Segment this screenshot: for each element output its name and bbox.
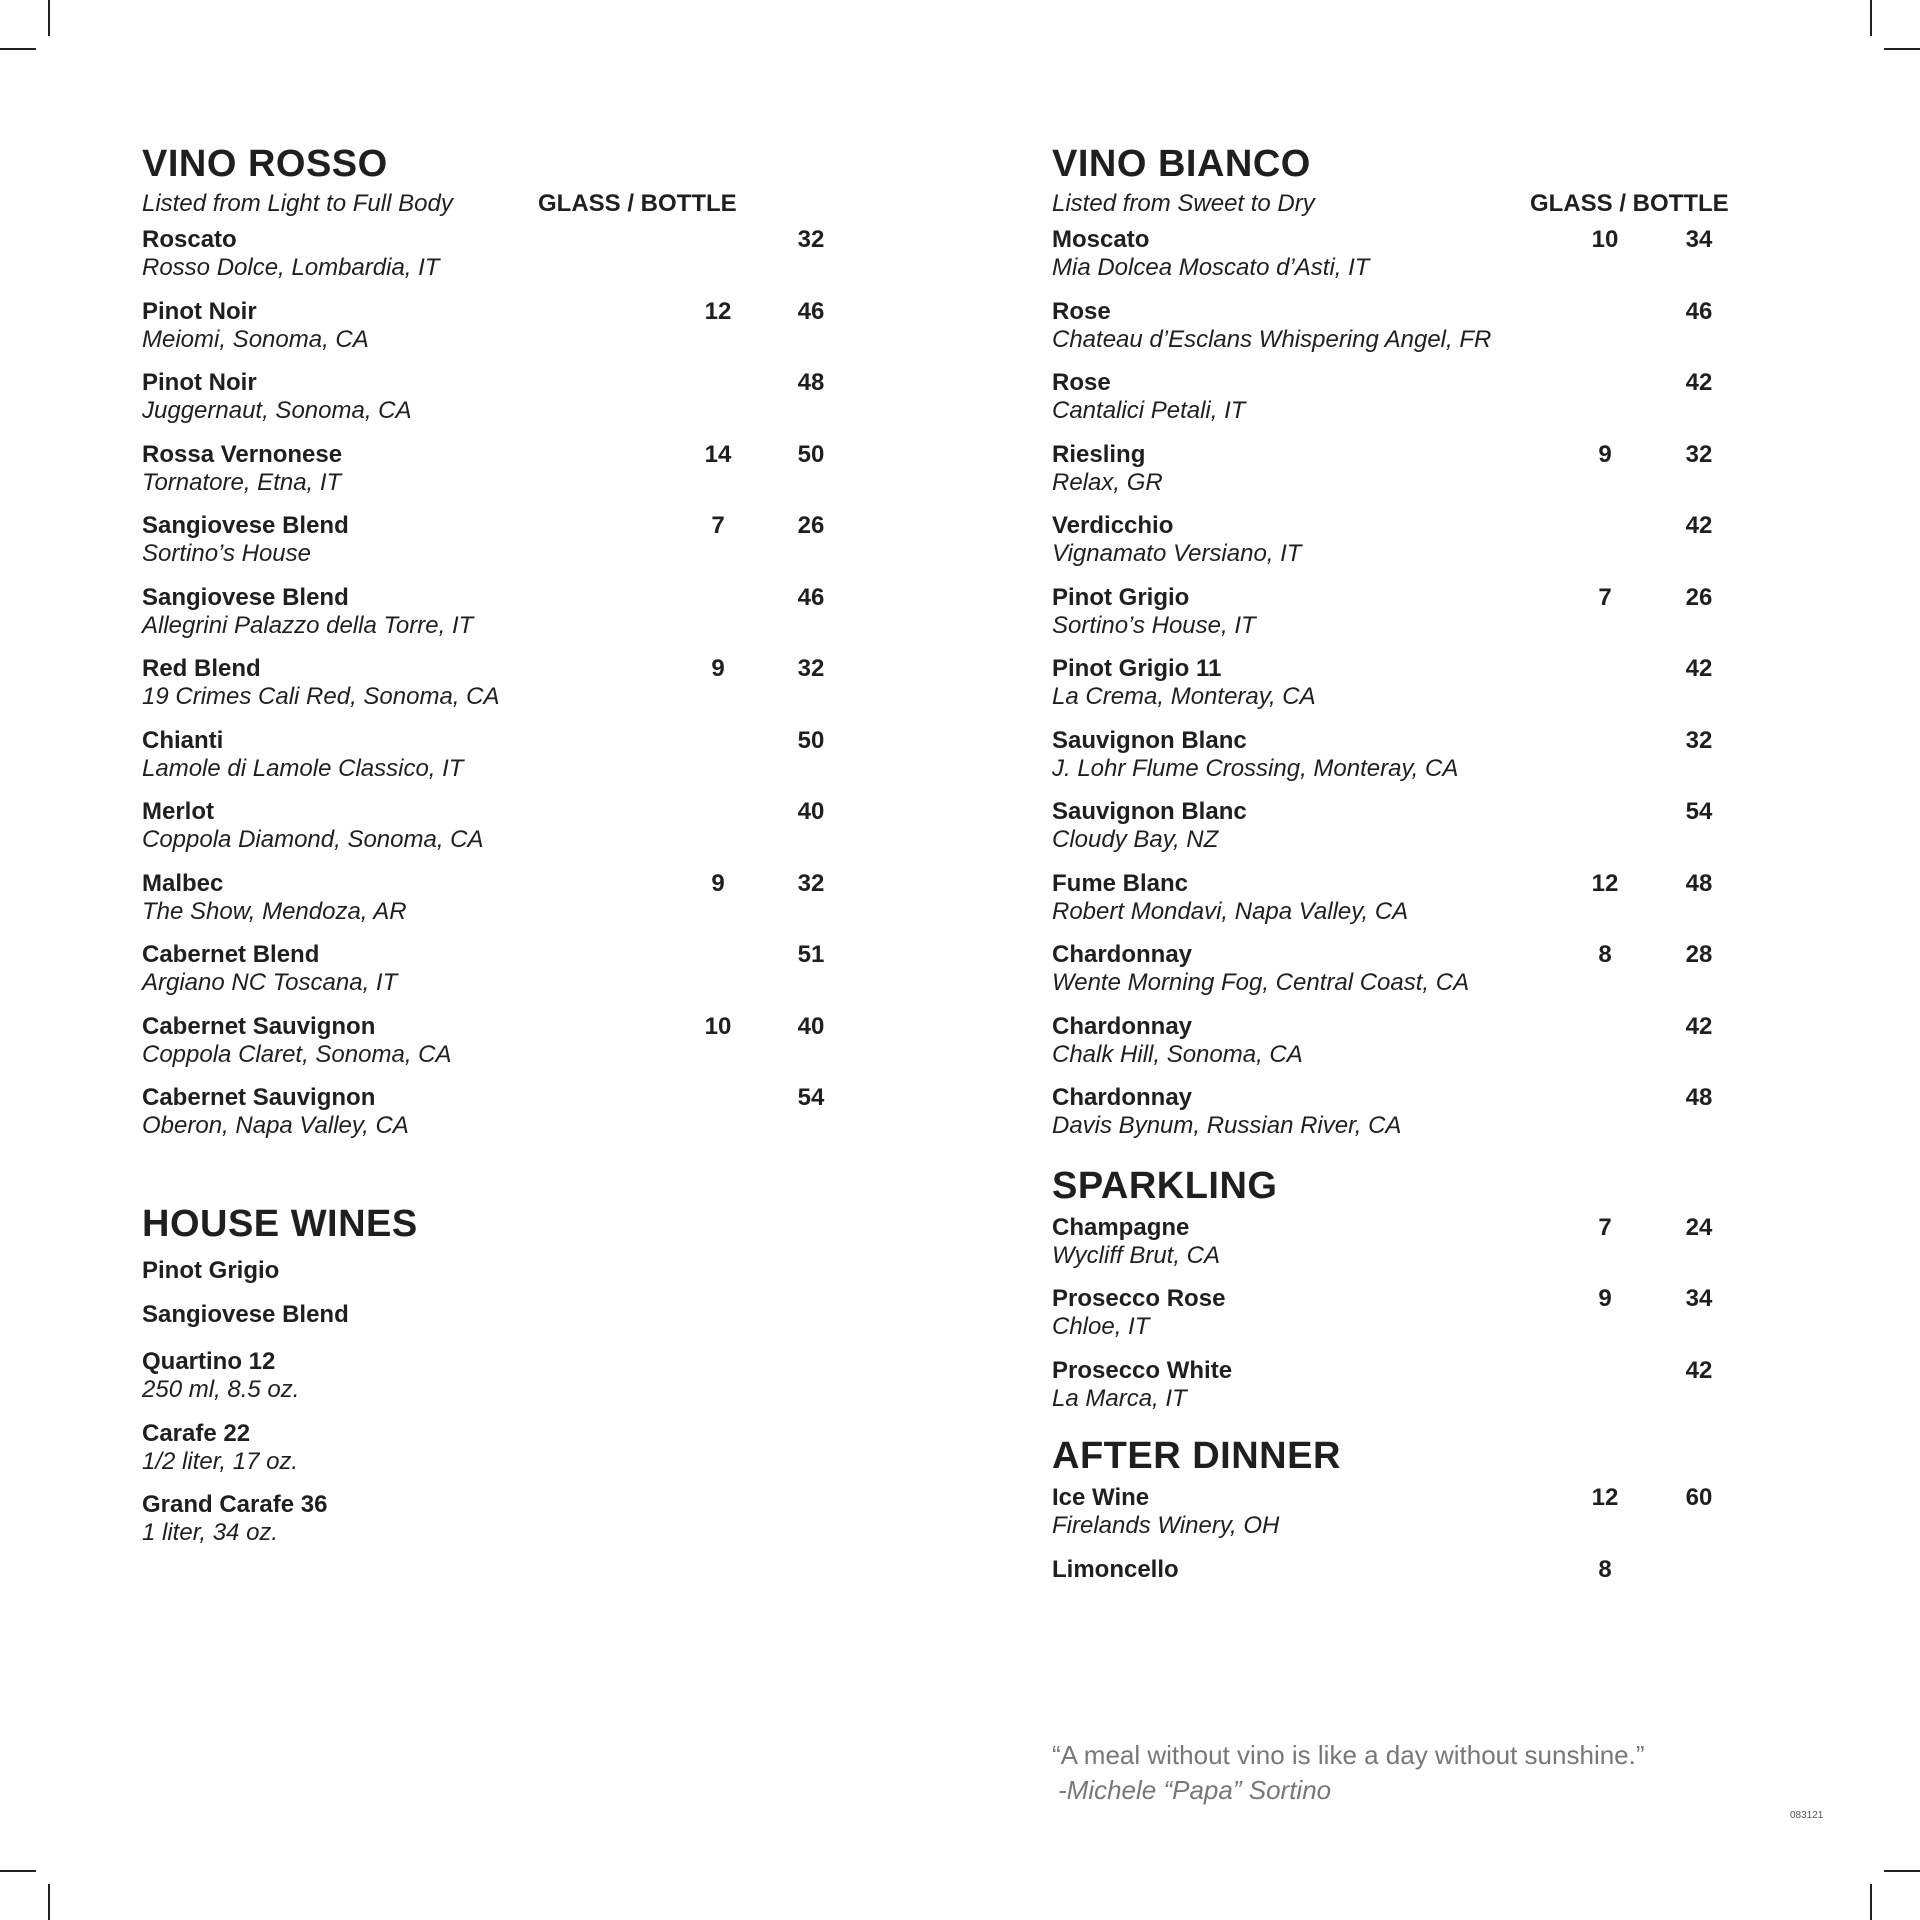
glass-price: 9 [711, 655, 725, 682]
bottle-price: 34 [1685, 1285, 1713, 1312]
wine-item [1052, 365, 1752, 437]
wine-item [1052, 1009, 1752, 1081]
price-columns-header: GLASS / BOTTLE [538, 190, 737, 217]
wine-origin: Argiano NC Toscana, IT [142, 969, 398, 996]
glass-price: 8 [1598, 1555, 1612, 1583]
bottle-price: 48 [797, 369, 825, 396]
wine-name: Pinot Grigio [1052, 583, 1190, 611]
house-wine-item: Pinot Grigio [142, 1257, 280, 1284]
glass-price: 10 [704, 1012, 732, 1040]
quote [1052, 1740, 1645, 1806]
house-wines-section [142, 1200, 642, 1559]
serving-size [142, 1344, 642, 1416]
wine-item [142, 508, 825, 580]
quote-author: -Michele “Papa” Sortino [1058, 1775, 1332, 1805]
crop-mark [48, 0, 50, 36]
crop-mark [1870, 0, 1872, 36]
wine-name: Ice Wine [1052, 1484, 1150, 1511]
bottle-price: 42 [1685, 512, 1713, 539]
wine-origin: Oberon, Napa Valley, CA [142, 1112, 409, 1139]
wine-origin: J. Lohr Flume Crossing, Monteray, CA [1052, 754, 1459, 782]
wine-name: Chardonnay [1052, 1012, 1193, 1040]
wine-name: Fume Blanc [1052, 869, 1189, 897]
wine-item [142, 294, 825, 366]
wine-name: Rossa Vernonese [142, 440, 343, 468]
crop-mark [1870, 1884, 1872, 1920]
wine-name: Pinot Noir [142, 369, 257, 396]
wine-origin: Robert Mondavi, Napa Valley, CA [1052, 897, 1409, 925]
wine-origin: Cloudy Bay, NZ [1052, 826, 1219, 853]
wine-name: Limoncello [1052, 1555, 1179, 1583]
wine-origin: Mia Dolcea Moscato d’Asti, IT [1052, 254, 1370, 281]
glass-price: 7 [1598, 1213, 1612, 1241]
bottle-price: 48 [1685, 869, 1713, 897]
wine-item [1052, 1210, 1752, 1282]
wine-origin: Coppola Claret, Sonoma, CA [142, 1040, 452, 1068]
bottle-price: 46 [797, 583, 825, 611]
bottle-price: 50 [797, 440, 825, 468]
wine-item [1052, 580, 1752, 652]
wine-origin: Vignamato Versiano, IT [1052, 540, 1302, 567]
wine-name: Prosecco White [1052, 1356, 1233, 1384]
bottle-price: 32 [797, 655, 825, 682]
wine-name: Rose [1052, 297, 1111, 325]
price-columns-header: GLASS / BOTTLE [1530, 190, 1729, 217]
wine-item [1052, 723, 1752, 795]
wine-name: Moscato [1052, 226, 1150, 253]
bottle-price: 42 [1685, 1356, 1713, 1384]
serving-size [142, 1487, 642, 1559]
section-title: AFTER DINNER [1052, 1435, 1341, 1477]
wine-item [142, 651, 825, 723]
wine-origin: Relax, GR [1052, 468, 1163, 496]
section-title: VINO BIANCO [1052, 143, 1311, 185]
wine-name: Roscato [142, 226, 237, 253]
wine-name: Cabernet Sauvignon [142, 1084, 376, 1111]
crop-mark [0, 48, 36, 50]
wine-item [1052, 437, 1752, 509]
bottle-price: 54 [797, 1084, 825, 1111]
wine-origin: Meiomi, Sonoma, CA [142, 325, 369, 353]
wine-origin: Wycliff Brut, CA [1052, 1241, 1221, 1269]
wine-item [1052, 651, 1752, 723]
wine-item [142, 437, 825, 509]
wine-name: Cabernet Blend [142, 941, 320, 968]
vino-rosso-section [142, 140, 825, 1152]
wine-origin: La Marca, IT [1052, 1384, 1187, 1412]
wine-name: Sauvignon Blanc [1052, 798, 1247, 825]
section-title: VINO ROSSO [142, 143, 388, 185]
bottle-price: 32 [797, 226, 825, 253]
quote-text: “A meal without vino is like a day without sunshine.” [1052, 1740, 1645, 1770]
wine-origin: Sortino’s House, IT [1052, 611, 1256, 639]
serving-size-desc: 1/2 liter, 17 oz. [142, 1447, 299, 1475]
wine-name: Prosecco Rose [1052, 1285, 1226, 1312]
glass-price: 7 [711, 512, 725, 539]
glass-price: 12 [704, 297, 732, 325]
serving-size-desc: 1 liter, 34 oz. [142, 1519, 279, 1546]
bottle-price: 60 [1685, 1484, 1713, 1511]
wine-item [1052, 222, 1752, 294]
section-title: HOUSE WINES [142, 1203, 418, 1245]
wine-list [1052, 1480, 1752, 1623]
wine-origin: Firelands Winery, OH [1052, 1512, 1280, 1539]
bottle-price: 40 [797, 1012, 825, 1040]
vino-bianco-section [1052, 140, 1752, 1152]
wine-item [1052, 1353, 1752, 1425]
wine-item [142, 1080, 825, 1152]
bottle-price: 26 [797, 512, 825, 539]
wine-name: Pinot Noir [142, 297, 257, 325]
bottle-price: 24 [1685, 1213, 1713, 1241]
wine-name: Riesling [1052, 440, 1146, 468]
wine-name: Verdicchio [1052, 512, 1174, 539]
wine-origin: Coppola Diamond, Sonoma, CA [142, 826, 484, 853]
bottle-price: 48 [1685, 1084, 1713, 1111]
wine-name: Chardonnay [1052, 1084, 1193, 1111]
wine-origin: Chateau d’Esclans Whispering Angel, FR [1052, 325, 1492, 353]
wine-item [142, 1009, 825, 1081]
bottle-price: 34 [1685, 226, 1713, 253]
wine-origin: Wente Morning Fog, Central Coast, CA [1052, 969, 1470, 996]
wine-item [1052, 1281, 1752, 1353]
bottle-price: 26 [1685, 583, 1713, 611]
bottle-price: 42 [1685, 1012, 1713, 1040]
glass-price: 12 [1591, 1484, 1619, 1511]
wine-origin: Rosso Dolce, Lombardia, IT [142, 254, 440, 281]
wine-origin: Tornatore, Etna, IT [142, 468, 342, 496]
section-note: Listed from Light to Full Body [142, 190, 453, 217]
wine-item [1052, 937, 1752, 1009]
wine-name: Champagne [1052, 1213, 1190, 1241]
bottle-price: 46 [1685, 297, 1713, 325]
wine-name: Chardonnay [1052, 941, 1193, 968]
bottle-price: 51 [797, 941, 825, 968]
bottle-price: 40 [797, 798, 825, 825]
serving-size-desc: 250 ml, 8.5 oz. [142, 1376, 300, 1403]
section-note: Listed from Sweet to Dry [1052, 190, 1315, 217]
wine-list [1052, 222, 1752, 1152]
wine-origin: Lamole di Lamole Classico, IT [142, 754, 464, 782]
bottle-price: 50 [797, 726, 825, 754]
glass-price: 9 [1598, 1285, 1612, 1312]
wine-origin: Allegrini Palazzo della Torre, IT [142, 611, 474, 639]
wine-name: Malbec [142, 869, 224, 897]
glass-price: 7 [1598, 583, 1612, 611]
wine-origin: Chalk Hill, Sonoma, CA [1052, 1040, 1303, 1068]
glass-price: 14 [704, 440, 732, 468]
bottle-price: 42 [1685, 655, 1713, 682]
wine-item [142, 723, 825, 795]
wine-name: Chianti [142, 726, 224, 754]
wine-item [142, 365, 825, 437]
wine-name: Merlot [142, 798, 214, 825]
wine-origin: Juggernaut, Sonoma, CA [142, 397, 412, 424]
wine-item [142, 937, 825, 1009]
crop-mark [48, 1884, 50, 1920]
section-subheader [142, 188, 782, 222]
wine-name: Red Blend [142, 655, 261, 682]
wine-name: Cabernet Sauvignon [142, 1012, 376, 1040]
serving-size [142, 1416, 642, 1488]
bottle-price: 32 [1685, 726, 1713, 754]
wine-name: Rose [1052, 369, 1111, 396]
document-code: 083121 [1790, 1810, 1824, 1821]
bottle-price: 42 [1685, 369, 1713, 396]
wine-origin: 19 Crimes Cali Red, Sonoma, CA [142, 683, 500, 710]
house-wine-item: Sangiovese Blend [142, 1301, 349, 1328]
bottle-price: 32 [797, 869, 825, 897]
wine-name: Pinot Grigio 11 [1052, 655, 1222, 682]
wine-origin: La Crema, Monteray, CA [1052, 683, 1316, 710]
bottle-price: 32 [1685, 440, 1713, 468]
crop-mark [1884, 1870, 1920, 1872]
serving-size-name: Quartino 12 [142, 1348, 276, 1375]
wine-item [1052, 866, 1752, 938]
wine-origin: The Show, Mendoza, AR [142, 897, 407, 925]
wine-name: Sauvignon Blanc [1052, 726, 1247, 754]
wine-name: Sangiovese Blend [142, 512, 349, 539]
serving-size-name: Carafe 22 [142, 1419, 251, 1447]
wine-item [142, 866, 825, 938]
wine-item [1052, 1552, 1752, 1624]
bottle-price: 28 [1685, 941, 1713, 968]
wine-item [1052, 1080, 1752, 1152]
glass-price: 9 [1598, 440, 1612, 468]
wine-item [1052, 1480, 1752, 1552]
section-subheader [1052, 188, 1752, 222]
wine-item [142, 222, 825, 294]
serving-size-name: Grand Carafe 36 [142, 1491, 328, 1518]
wine-origin: Sortino’s House [142, 540, 311, 567]
glass-price: 9 [711, 869, 725, 897]
wine-item [1052, 794, 1752, 866]
glass-price: 12 [1591, 869, 1619, 897]
wine-list [142, 222, 825, 1152]
after-dinner-section [1052, 1432, 1752, 1623]
glass-price: 10 [1591, 226, 1619, 253]
wine-item [142, 580, 825, 652]
crop-mark [1884, 48, 1920, 50]
bottle-price: 54 [1685, 798, 1713, 825]
wine-item [1052, 508, 1752, 580]
section-title: SPARKLING [1052, 1164, 1278, 1207]
right-column [1052, 140, 1752, 1623]
sparkling-section [1052, 1162, 1752, 1425]
wine-list [1052, 1210, 1752, 1425]
wine-item [1052, 294, 1752, 366]
bottle-price: 46 [797, 297, 825, 325]
glass-price: 8 [1598, 941, 1612, 968]
wine-origin: Cantalici Petali, IT [1052, 397, 1246, 424]
wine-name: Sangiovese Blend [142, 583, 349, 611]
crop-mark [0, 1870, 36, 1872]
wine-origin: Davis Bynum, Russian River, CA [1052, 1112, 1402, 1139]
wine-origin: Chloe, IT [1052, 1313, 1150, 1340]
wine-item [142, 794, 825, 866]
